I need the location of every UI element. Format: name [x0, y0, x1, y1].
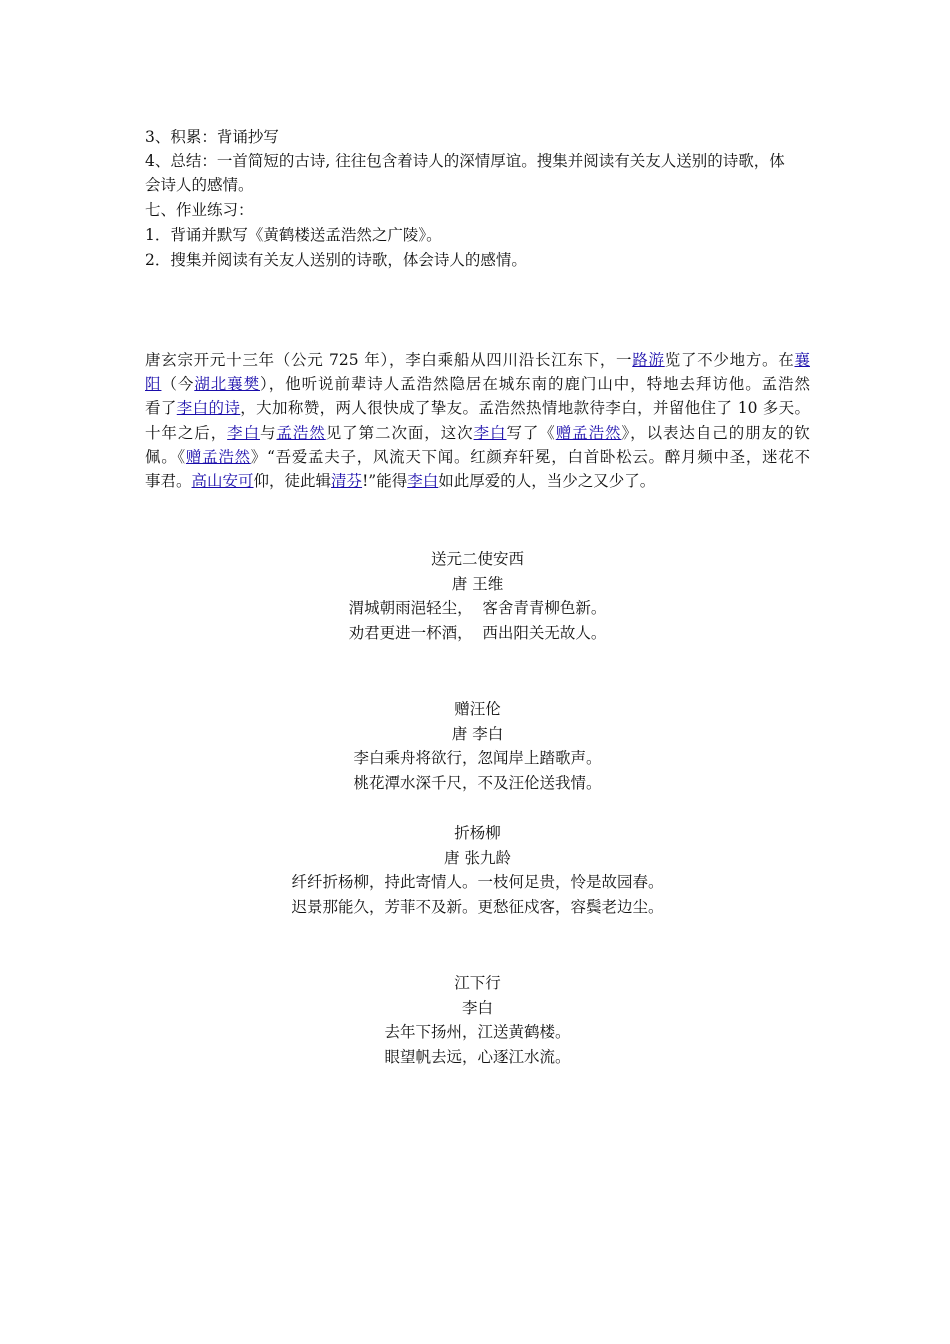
poem-song-yuaner	[145, 547, 810, 645]
poem-title: 折杨柳	[454, 824, 501, 842]
text-span: 十年之后，	[145, 423, 228, 442]
text-span: ，大加称赞，两人很快成了挚友。孟浩然热情地款待李白，并留他住了 10 多天。	[240, 399, 810, 418]
poem-author: 唐 李白	[451, 724, 504, 743]
text-line: 七、作业练习：	[145, 201, 254, 219]
poem-jiang-xia-xing	[145, 971, 810, 1069]
poem-line: 眼望帆去远，心逐江水流。	[384, 1047, 571, 1066]
text-line: 1．背诵并默写《黄鹤楼送孟浩然之广陵》。	[145, 226, 442, 244]
link-hubei-xiangfan[interactable]: 湖北襄樊	[194, 375, 261, 394]
link-libai[interactable]: 李白	[227, 423, 260, 442]
poem-line: 渭城朝雨浥轻尘， 客舍青青柳色新。	[348, 599, 607, 618]
poem-author: 李白	[461, 998, 493, 1017]
poem-author: 唐 张九龄	[444, 848, 511, 867]
poem-title: 江下行	[454, 974, 501, 992]
link-gaoshan-anke[interactable]: 高山安可	[191, 472, 254, 491]
text-span: 览了不少地方。在	[664, 351, 795, 369]
story-paragraph	[145, 348, 810, 493]
paragraph-row	[145, 396, 810, 420]
paragraph-row	[145, 421, 810, 445]
paragraph-row	[145, 469, 810, 493]
poem-line: 迟景那能久，芳菲不及新。更愁征戍客，容鬓老边尘。	[291, 897, 664, 916]
link-libai[interactable]: 李白	[473, 423, 507, 442]
text-line: 会诗人的感情。	[145, 176, 254, 194]
link-qingfen[interactable]: 清芬	[331, 472, 363, 491]
text-span: ），他听说前辈诗人孟浩然隐居在城东南的鹿门山中，特地去拜访他。孟浩然	[260, 375, 810, 394]
text-line: 2．搜集并阅读有关友人送别的诗歌，体会诗人的感情。	[145, 251, 527, 269]
text-span: 仰，徒此辑	[253, 472, 332, 491]
poem-title: 赠汪伦	[454, 700, 501, 718]
link-luyou[interactable]: 路游	[632, 351, 665, 369]
poem-zeng-wanglun	[145, 697, 810, 795]
text-span: 与	[260, 423, 277, 442]
text-span: 看了	[145, 399, 177, 418]
poem-title: 送元二使安西	[430, 550, 524, 568]
text-span: 事君。	[145, 472, 192, 491]
link-libai-poems[interactable]: 李白的诗	[176, 399, 241, 418]
text-span: 见了第二次面，这次	[325, 423, 474, 442]
poem-line: 纤纤折杨柳，持此寄情人。一枝何足贵，怜是故园春。	[291, 873, 664, 892]
text-span: 》“吾爱孟夫子，风流天下闻。红颜弃轩冕，白首卧松云。醉月频中圣，迷花不	[250, 447, 810, 466]
text-span: 写了《	[506, 423, 556, 442]
link-xiangyang[interactable]: 阳	[145, 375, 162, 394]
text-span: !”能得	[362, 472, 408, 491]
paragraph-row	[145, 372, 810, 396]
poem-line: 去年下扬州，江送黄鹤楼。	[384, 1023, 571, 1042]
text-span: 》，以表达自己的朋友的钦	[621, 423, 810, 442]
text-span: 唐玄宗开元十三年（公元 725 年），李白乘船从四川沿长江东下，一	[145, 351, 633, 369]
poem-zhe-yangliu	[145, 821, 810, 919]
link-menghaoran[interactable]: 孟浩然	[276, 423, 326, 442]
poem-line: 桃花潭水深千尺，不及汪伦送我情。	[353, 773, 602, 792]
paragraph-row	[145, 348, 810, 372]
link-zeng-menghaoran[interactable]: 赠孟浩然	[555, 423, 622, 442]
text-line: 3、积累：背诵抄写	[145, 128, 279, 146]
text-span: 佩。《	[145, 447, 186, 466]
text-span: （今	[161, 375, 195, 394]
poem-line: 劝君更进一杯酒， 西出阳关无故人。	[348, 623, 607, 642]
text-line: 4、总结：一首简短的古诗, 往往包含着诗人的深情厚谊。搜集并阅读有关友人送别的诗歌，体	[145, 152, 785, 170]
link-xiangyang[interactable]: 襄	[794, 351, 810, 369]
poem-author: 唐 王维	[451, 574, 504, 593]
link-libai[interactable]: 李白	[407, 472, 439, 491]
link-zeng-menghaoran[interactable]: 赠孟浩然	[185, 447, 251, 466]
paragraph-row	[145, 445, 810, 469]
poem-line: 李白乘舟将欲行，忽闻岸上踏歌声。	[353, 749, 602, 768]
text-span: 如此厚爱的人，当少之又少了。	[438, 472, 656, 491]
